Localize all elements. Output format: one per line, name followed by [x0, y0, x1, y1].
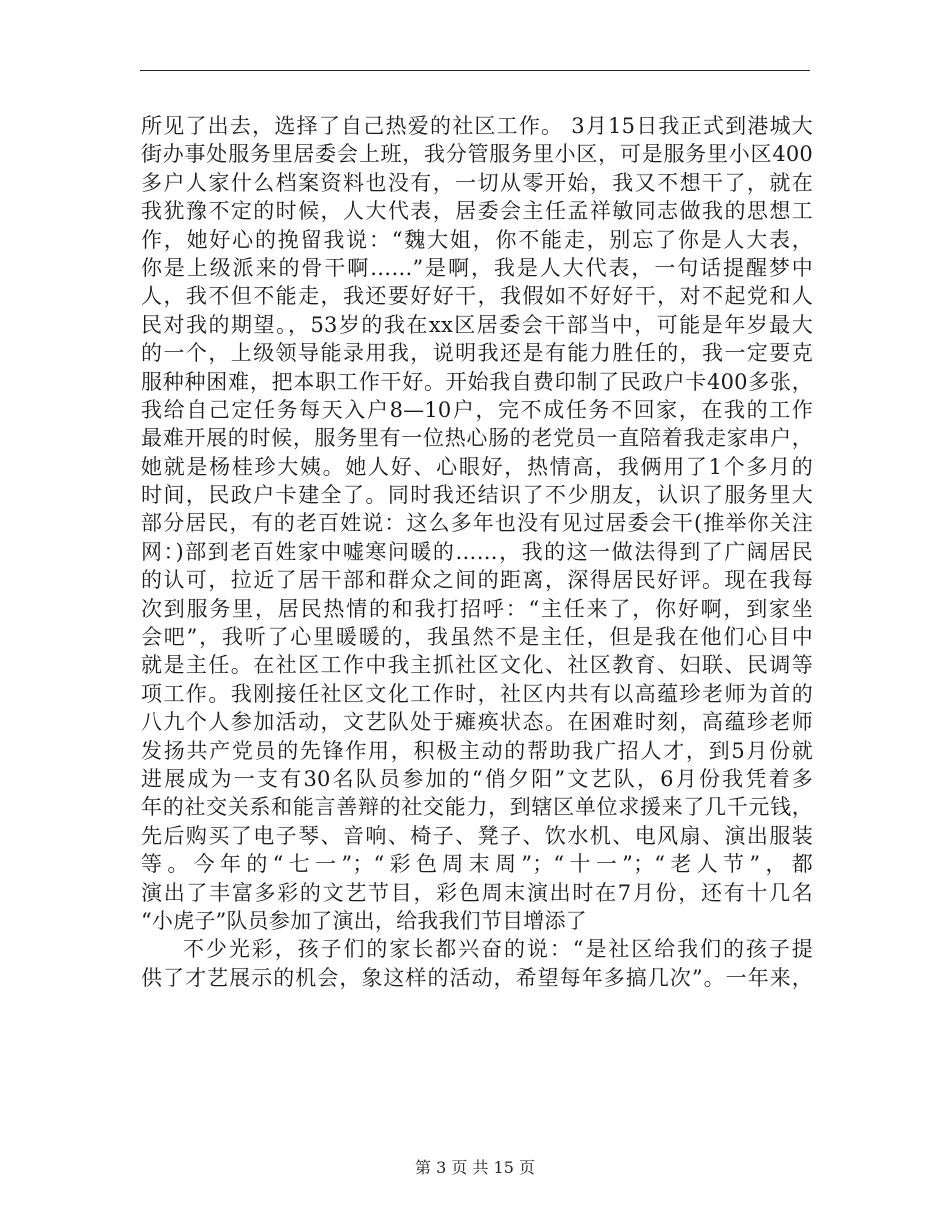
text-line: 进展成为一支有30名队员参加的“俏夕阳”文艺队，6月份我凭着多: [141, 766, 813, 791]
text-line: 就是主任。在社区工作中我主抓社区文化、社区教育、妇联、民调等: [141, 653, 813, 678]
header-rule: [140, 70, 810, 71]
text-line: 的一个，上级领导能录用我，说明我还是有能力胜任的，我一定要克: [141, 341, 813, 366]
text-line: 她就是杨桂珍大姨。她人好、心眼好，热情高，我俩用了1个多月的: [141, 454, 813, 479]
text-line: 民对我的期望。，53岁的我在xx区居委会干部当中，可能是年岁最大: [141, 312, 813, 337]
text-line: 多户人家什么档案资料也没有，一切从零开始，我又不想干了，就在: [141, 170, 813, 195]
text-line: 人，我不但不能走，我还要好好干，我假如不好好干，对不起党和人: [141, 284, 813, 309]
text-line: 等。今年的“七一”；“彩色周末周”；“十一”；“老人节”，都: [141, 852, 813, 877]
page-number-footer: 第 3 页 共 15 页: [415, 1158, 535, 1177]
text-line: 演出了丰富多彩的文艺节目，彩色周末演出时在7月份，还有十几名: [141, 880, 813, 905]
text-line: 不少光彩，孩子们的家长都兴奋的说：“是社区给我们的孩子提: [183, 937, 813, 962]
text-line: 服种种困难，把本职工作干好。开始我自费印制了民政户卡400多张，: [141, 369, 813, 394]
text-line: 八九个人参加活动，文艺队处于瘫痪状态。在困难时刻，高蕴珍老师: [141, 710, 813, 735]
text-line: 供了才艺展示的机会，象这样的活动，希望每年多搞几次”。一年来，: [141, 965, 813, 990]
text-line: 先后购买了电子琴、音响、椅子、凳子、饮水机、电风扇、演出服装: [141, 823, 813, 848]
document-body: [141, 112, 813, 992]
text-line: 会吧”，我听了心里暖暖的，我虽然不是主任，但是我在他们心目中: [141, 625, 813, 650]
text-line: 时间，民政户卡建全了。同时我还结识了不少朋友，认识了服务里大: [141, 483, 813, 508]
text-line: 你是上级派来的骨干啊……”是啊，我是人大代表，一句话提醒梦中: [141, 255, 813, 280]
text-line: 部分居民，有的老百姓说：这么多年也没有见过居委会干(推举你关注: [141, 511, 813, 536]
text-line: 街办事处服务里居委会上班，我分管服务里小区，可是服务里小区400: [141, 142, 813, 167]
text-line: 作，她好心的挽留我说：“魏大姐，你不能走，别忘了你是人大表，: [141, 227, 813, 252]
text-line: 的认可，拉近了居干部和群众之间的距离，深得居民好评。现在我每: [141, 568, 813, 593]
paragraph: [141, 935, 813, 992]
text-line: “小虎子”队员参加了演出，给我我们节目增添了: [141, 908, 587, 933]
text-line: 我犹豫不定的时候，人大代表，居委会主任孟祥敏同志做我的思想工: [141, 199, 813, 224]
text-line: 网：)部到老百姓家中嘘寒问暖的……，我的这一做法得到了广阔居民: [141, 539, 813, 564]
text-line: 次到服务里，居民热情的和我打招呼：“主任来了，你好啊，到家坐: [141, 596, 813, 621]
text-line: 所见了出去，选择了自己热爱的社区工作。 3月15日我正式到港城大: [141, 114, 813, 138]
text-line: 最难开展的时候，服务里有一位热心肠的老党员一直陪着我走家串户，: [141, 426, 813, 451]
text-line: 发扬共产党员的先锋作用，积极主动的帮助我广招人才，到5月份就: [141, 738, 813, 763]
text-line: 年的社交关系和能言善辩的社交能力，到辖区单位求援来了几千元钱，: [141, 795, 813, 820]
text-line: 项工作。我刚接任社区文化工作时，社区内共有以高蕴珍老师为首的: [141, 681, 813, 706]
text-line: 我给自己定任务每天入户8—10户，完不成任务不回家，在我的工作: [141, 397, 813, 422]
paragraph: [141, 112, 813, 935]
